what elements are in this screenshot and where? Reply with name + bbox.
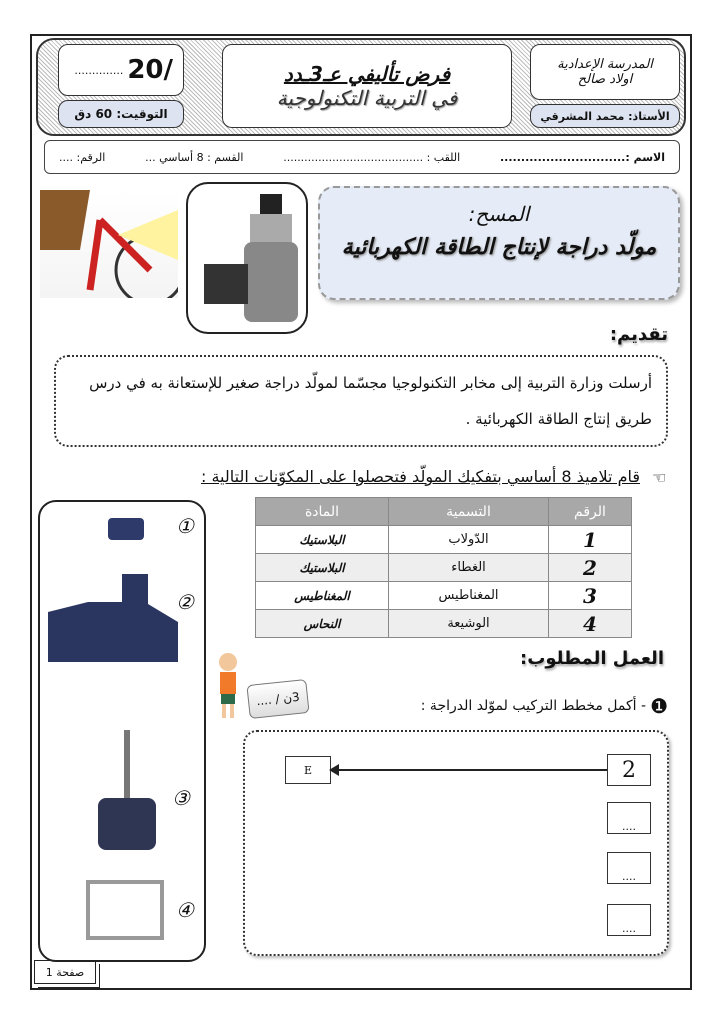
class-field[interactable]: القسم : 8 أساسي ... [145, 150, 244, 164]
score-box [58, 44, 184, 96]
bullet-icon: ❶ [650, 694, 668, 718]
table-row: 4 الوشيعة النحاس [256, 610, 632, 638]
question-text: - أكمل مخطط التركيب لموّلد الدراجة : [420, 698, 647, 714]
magnet-part [98, 798, 156, 850]
header-number: الرقم [549, 498, 632, 526]
arrow-head-icon [329, 764, 339, 776]
hand-pointer-icon: ☜ [652, 468, 667, 487]
score-total: 20/ [127, 55, 173, 85]
exam-title: فرض تأليفي عـ3ـدد [283, 62, 451, 86]
surname-field[interactable]: اللقب : ........................................ [283, 150, 461, 164]
cover-part [48, 574, 178, 662]
subject: في التربية التكنولوجية [276, 86, 458, 110]
table-row: 2 الغطاء البلاستيك [256, 554, 632, 582]
blank-box-1[interactable]: .... [607, 802, 651, 834]
e-box: E [285, 756, 331, 784]
intro-box [54, 355, 668, 447]
question-1 [421, 694, 668, 718]
header-material: المادة [256, 498, 389, 526]
bicycle-image [40, 190, 178, 298]
wheel-part [108, 518, 144, 540]
school-place: اولاد صالح [577, 72, 633, 87]
boy-illustration [214, 650, 244, 720]
part-label-3: ③ [172, 786, 190, 810]
table-row: 1 الدّولاب البلاستيك [256, 526, 632, 554]
topic-label: المسح: [468, 202, 530, 226]
components-table [255, 497, 632, 638]
part-label-2: ② [176, 590, 194, 614]
blank-box-3[interactable]: .... [607, 904, 651, 936]
arrow-line [331, 769, 609, 771]
intro-text: أرسلت وزارة التربية إلى مخابر التكنولوجيا مجسّما لمولّد دراجة صغير للإستعانة به في درس طريق إنتاج الطاقة الكهربائية . [89, 374, 652, 428]
points-badge: 3ن / .... [246, 679, 309, 719]
header [36, 38, 686, 136]
score-blank: .............. [74, 63, 124, 77]
school-name: المدرسة الإعدادية [557, 57, 653, 72]
name-field[interactable]: الاسم :.............................. [500, 150, 665, 164]
blank-box-2[interactable]: .... [607, 852, 651, 884]
coil-part [88, 882, 162, 938]
assembly-diagram [243, 730, 669, 956]
table-row: 3 المغناطيس المغناطيس [256, 582, 632, 610]
part-label-1: ① [176, 514, 194, 538]
instruction: قام تلاميذ 8 أساسي بتفكيك المولّد فتحصلوا على المكوّنات التالية : [200, 467, 640, 486]
part-label-4: ④ [176, 898, 194, 922]
number-field[interactable]: الرقم: .... [59, 150, 106, 164]
topic-title: مولّد دراجة لإنتاج الطاقة الكهربائية [341, 235, 657, 260]
page-number: صفحة 1 [34, 960, 96, 984]
task-heading: العمل المطلوب: [520, 648, 664, 669]
teacher: الأستاذ: محمد المشرقي [530, 104, 680, 128]
topic-box [318, 186, 680, 300]
parts-panel [38, 500, 206, 962]
duration: التوقيت: 60 دق [58, 100, 184, 128]
intro-heading: تقديم: [609, 324, 668, 345]
header-name: التسمية [389, 498, 549, 526]
dynamo-image [186, 182, 308, 334]
magnet-shaft [124, 730, 130, 800]
component-box-2: 2 [607, 754, 651, 786]
school-box [530, 44, 680, 100]
student-info [44, 140, 680, 174]
exam-title-box [222, 44, 512, 128]
